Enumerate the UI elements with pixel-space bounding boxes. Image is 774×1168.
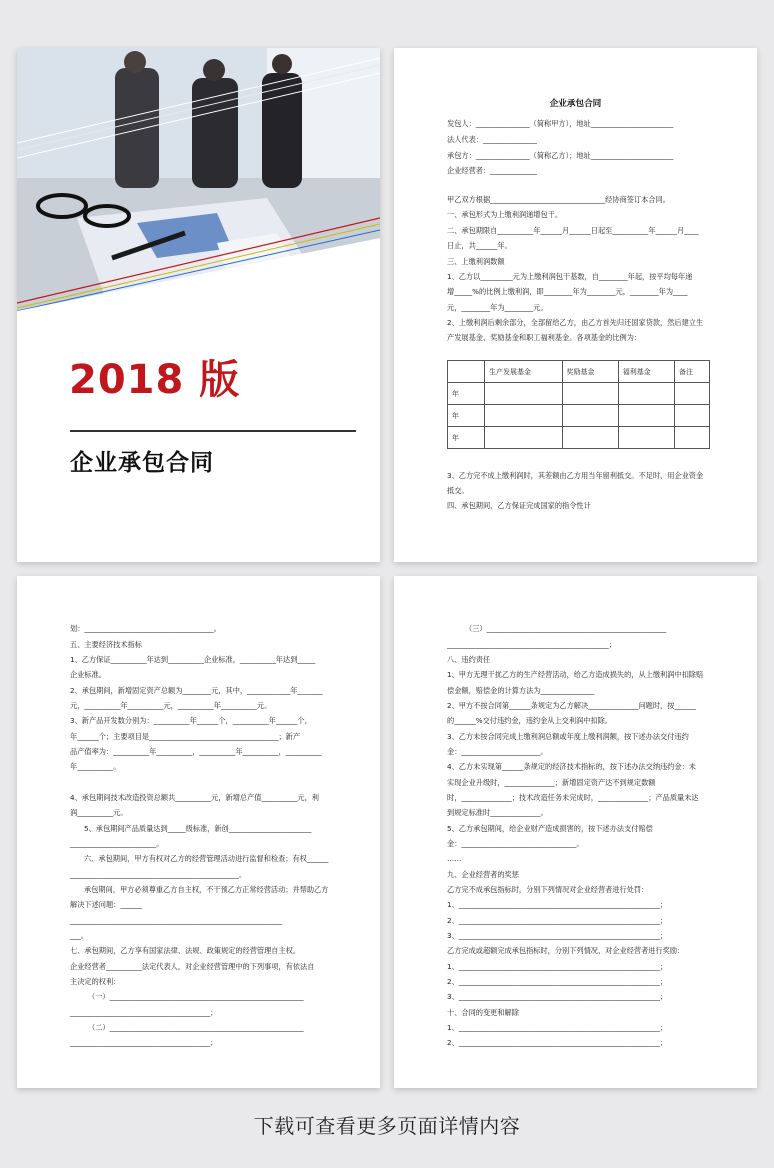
text-line: 五、主要经济技术指标 [70,640,142,649]
text-line: 九、企业经营者的奖惩 [447,870,519,879]
text-line: 企业经营者__________法定代表人，对企业经营管理中的下列事项，有依法自 [70,962,315,971]
text-line: _____________________________________________； [447,640,616,649]
table-header-cell: 生产发展基金 [485,361,563,383]
text-line: 抵交。 [447,486,469,495]
text-line: 实现企业升级时，______________；新增固定资产达不到规定数额 [447,778,656,787]
text-line: 1、甲方无理干扰乙方的生产经营活动，给乙方造成损失的，从上缴利润中扣除赔 [447,670,704,679]
text-line: 甲乙双方根据________________________________经协商签订本合同。 [447,195,670,204]
text-line: 时，______________；技术改造任务未完成时，______________；产品质量未达 [447,793,699,802]
table-row [448,427,710,449]
text-line: …… [447,854,462,863]
text-line: 1、________________________________________________________； [447,962,668,971]
contract-page-2 [17,576,380,1088]
download-prompt: 下载可查看更多页面详情内容 [253,1114,521,1138]
text-line: 品产值率为：__________年__________，__________年__________，__________ [70,747,322,756]
text-line: 2、上缴利润后剩余部分，全部留给乙方，由乙方首先归还国家贷款，然后建立生 [447,318,704,327]
text-line: 年__________。 [70,762,121,771]
text-line: 到规定标准时______________。 [447,808,548,817]
text-line: 金：________________________________。 [447,839,584,848]
table-header-cell: 福利基金 [618,361,674,383]
text-line: ___。 [70,931,88,940]
text-line: 企业标准。 [70,670,106,679]
text-line: 的______%交付违约金，违约金从上交利润中扣除。 [447,716,612,725]
text-line: 解决下述问题：______ [70,900,142,909]
text-line: 1、乙方保证__________年达到__________企业标准，__________年达到_____ [70,655,316,664]
table-header-cell: 奖励基金 [562,361,618,383]
text-line: 年______个；主要项目是____________________________________；新产 [70,732,301,741]
text-line: 六、承包期间，甲方有权对乙方的经营管理活动进行监督和检查；有权______ [84,854,329,863]
text-line: 3、新产品开发数分别为：__________年______个，__________年______个， [70,716,312,725]
text-line: 2、承包期间，新增固定资产总额为________元，其中，____________年_______ [70,686,323,695]
table-header-row [448,361,710,383]
text-line: （一）______________________________________________________ [88,992,304,1001]
text-line: 七、承包期间，乙方享有国家法律、法规、政策规定的经营管理自主权。 [70,946,301,955]
table-row [448,405,710,427]
text-line: 法人代表：_______________ [447,135,537,144]
text-line: 2、________________________________________________________； [447,1038,668,1047]
text-line: _______________________________________________。 [70,870,247,879]
text-line: 三、上缴利润数额 [447,257,505,266]
text-line: 增_____%的比例上缴利润，即________年为________元，________年为____ [447,287,688,296]
text-line: 1、________________________________________________________； [447,900,668,909]
text-line: 发包人：_______________（简称甲方），地址_______________________ [447,119,674,128]
text-line: 1、乙方以_________元为上缴利润包干基数，自________年起，按平均每年递 [447,272,693,281]
text-line: 5、承包期间产品质量达到_____级标准，新创_______________________ [84,824,312,833]
text-line: 四、承包期间，乙方保证完成国家的指令性计 [447,501,591,510]
text-line: 一、承包形式为上缴利润递增包干。 [447,210,563,219]
text-line: 润__________元。 [70,808,128,817]
text-line: 2、________________________________________________________； [447,977,668,986]
cover-title: 企业承包合同 [70,450,214,476]
cover-page [17,48,380,562]
text-line: （三）__________________________________________________ [465,624,667,633]
text-line: 乙方完不成承包指标时，分别下列情况对企业经营者进行处罚： [447,885,649,894]
text-line: 3、乙方完不成上缴利润时，其差额由乙方用当年留利抵交。不足时，用企业资金 [447,471,704,480]
text-line: 企业经营者：_____________ [447,166,537,175]
table-header-cell [448,361,485,383]
contract-page-3 [394,576,757,1088]
cover-divider [70,430,356,432]
text-line: 产发展基金、奖励基金和职工福利基金。各项基金的比例为： [447,333,642,342]
text-line: 元，__________年__________元，__________年__________元。 [70,701,272,710]
text-line: 承包期间，甲方必须尊重乙方自主权，不干预乙方正常经营活动；并帮助乙方 [84,885,329,894]
text-line: 划：____________________________________。 [70,624,221,633]
text-line: 4、承包期间技术改造投资总额共__________元，新增总产值__________元，利 [70,793,319,802]
text-line: 承包方：_______________（简称乙方）；地址_______________________ [447,151,674,160]
table-row [448,383,710,405]
text-line: 二、承包期限自__________年______月______日起至__________年______月____ [447,226,699,235]
page-title: 企业承包合同 [549,99,602,109]
text-line: 2、甲方不按合同第______条规定为乙方解决______________问题时，按______ [447,701,696,710]
text-line: 4、乙方未实现第______条规定的经济技术指标的，按下述办法交纳违约金：未 [447,762,696,771]
text-line: 日止，共______年。 [447,241,512,250]
cover-year: 2018 版 [69,357,241,403]
text-line: 1、________________________________________________________； [447,1023,668,1032]
text-line: 金：______________________。 [447,747,548,756]
text-line: _______________________________________； [70,1038,218,1047]
text-line: 八、违约责任 [447,655,491,664]
text-line: 3、________________________________________________________； [447,992,668,1001]
text-line: ___________________________________________________________ [70,916,283,925]
text-line: 偿金额，赔偿金的计算方法为_______________ [447,686,595,695]
table-header-cell: 备注 [675,361,710,383]
business-handshake-image [17,48,380,311]
table-cell: 年 [448,427,485,449]
fund-ratio-table [447,360,710,449]
text-line: 5、乙方承包期间，给企业财产造成损害的，按下述办法支付赔偿 [447,824,653,833]
table-cell: 年 [448,383,485,405]
text-line: 3、________________________________________________________； [447,931,668,940]
text-line: 元，________年为________元。 [447,303,548,312]
text-line: 乙方完成或超额完成承包指标时，分别下列情况，对企业经营者进行奖励： [447,946,685,955]
text-line: 主决定的权利： [70,977,121,986]
text-line: 十、合同的变更和解除 [447,1008,519,1017]
text-line: 3、乙方未按合同完成上缴利润总额或年度上缴利润额，按下述办法交付违约 [447,732,689,741]
text-line: ________________________。 [70,839,164,848]
contract-page-1 [394,48,757,562]
text-line: 2、________________________________________________________； [447,916,668,925]
text-line: （二）______________________________________________________ [88,1023,304,1032]
table-cell: 年 [448,405,485,427]
cover-photo [17,48,380,311]
text-line: _______________________________________； [70,1008,218,1017]
